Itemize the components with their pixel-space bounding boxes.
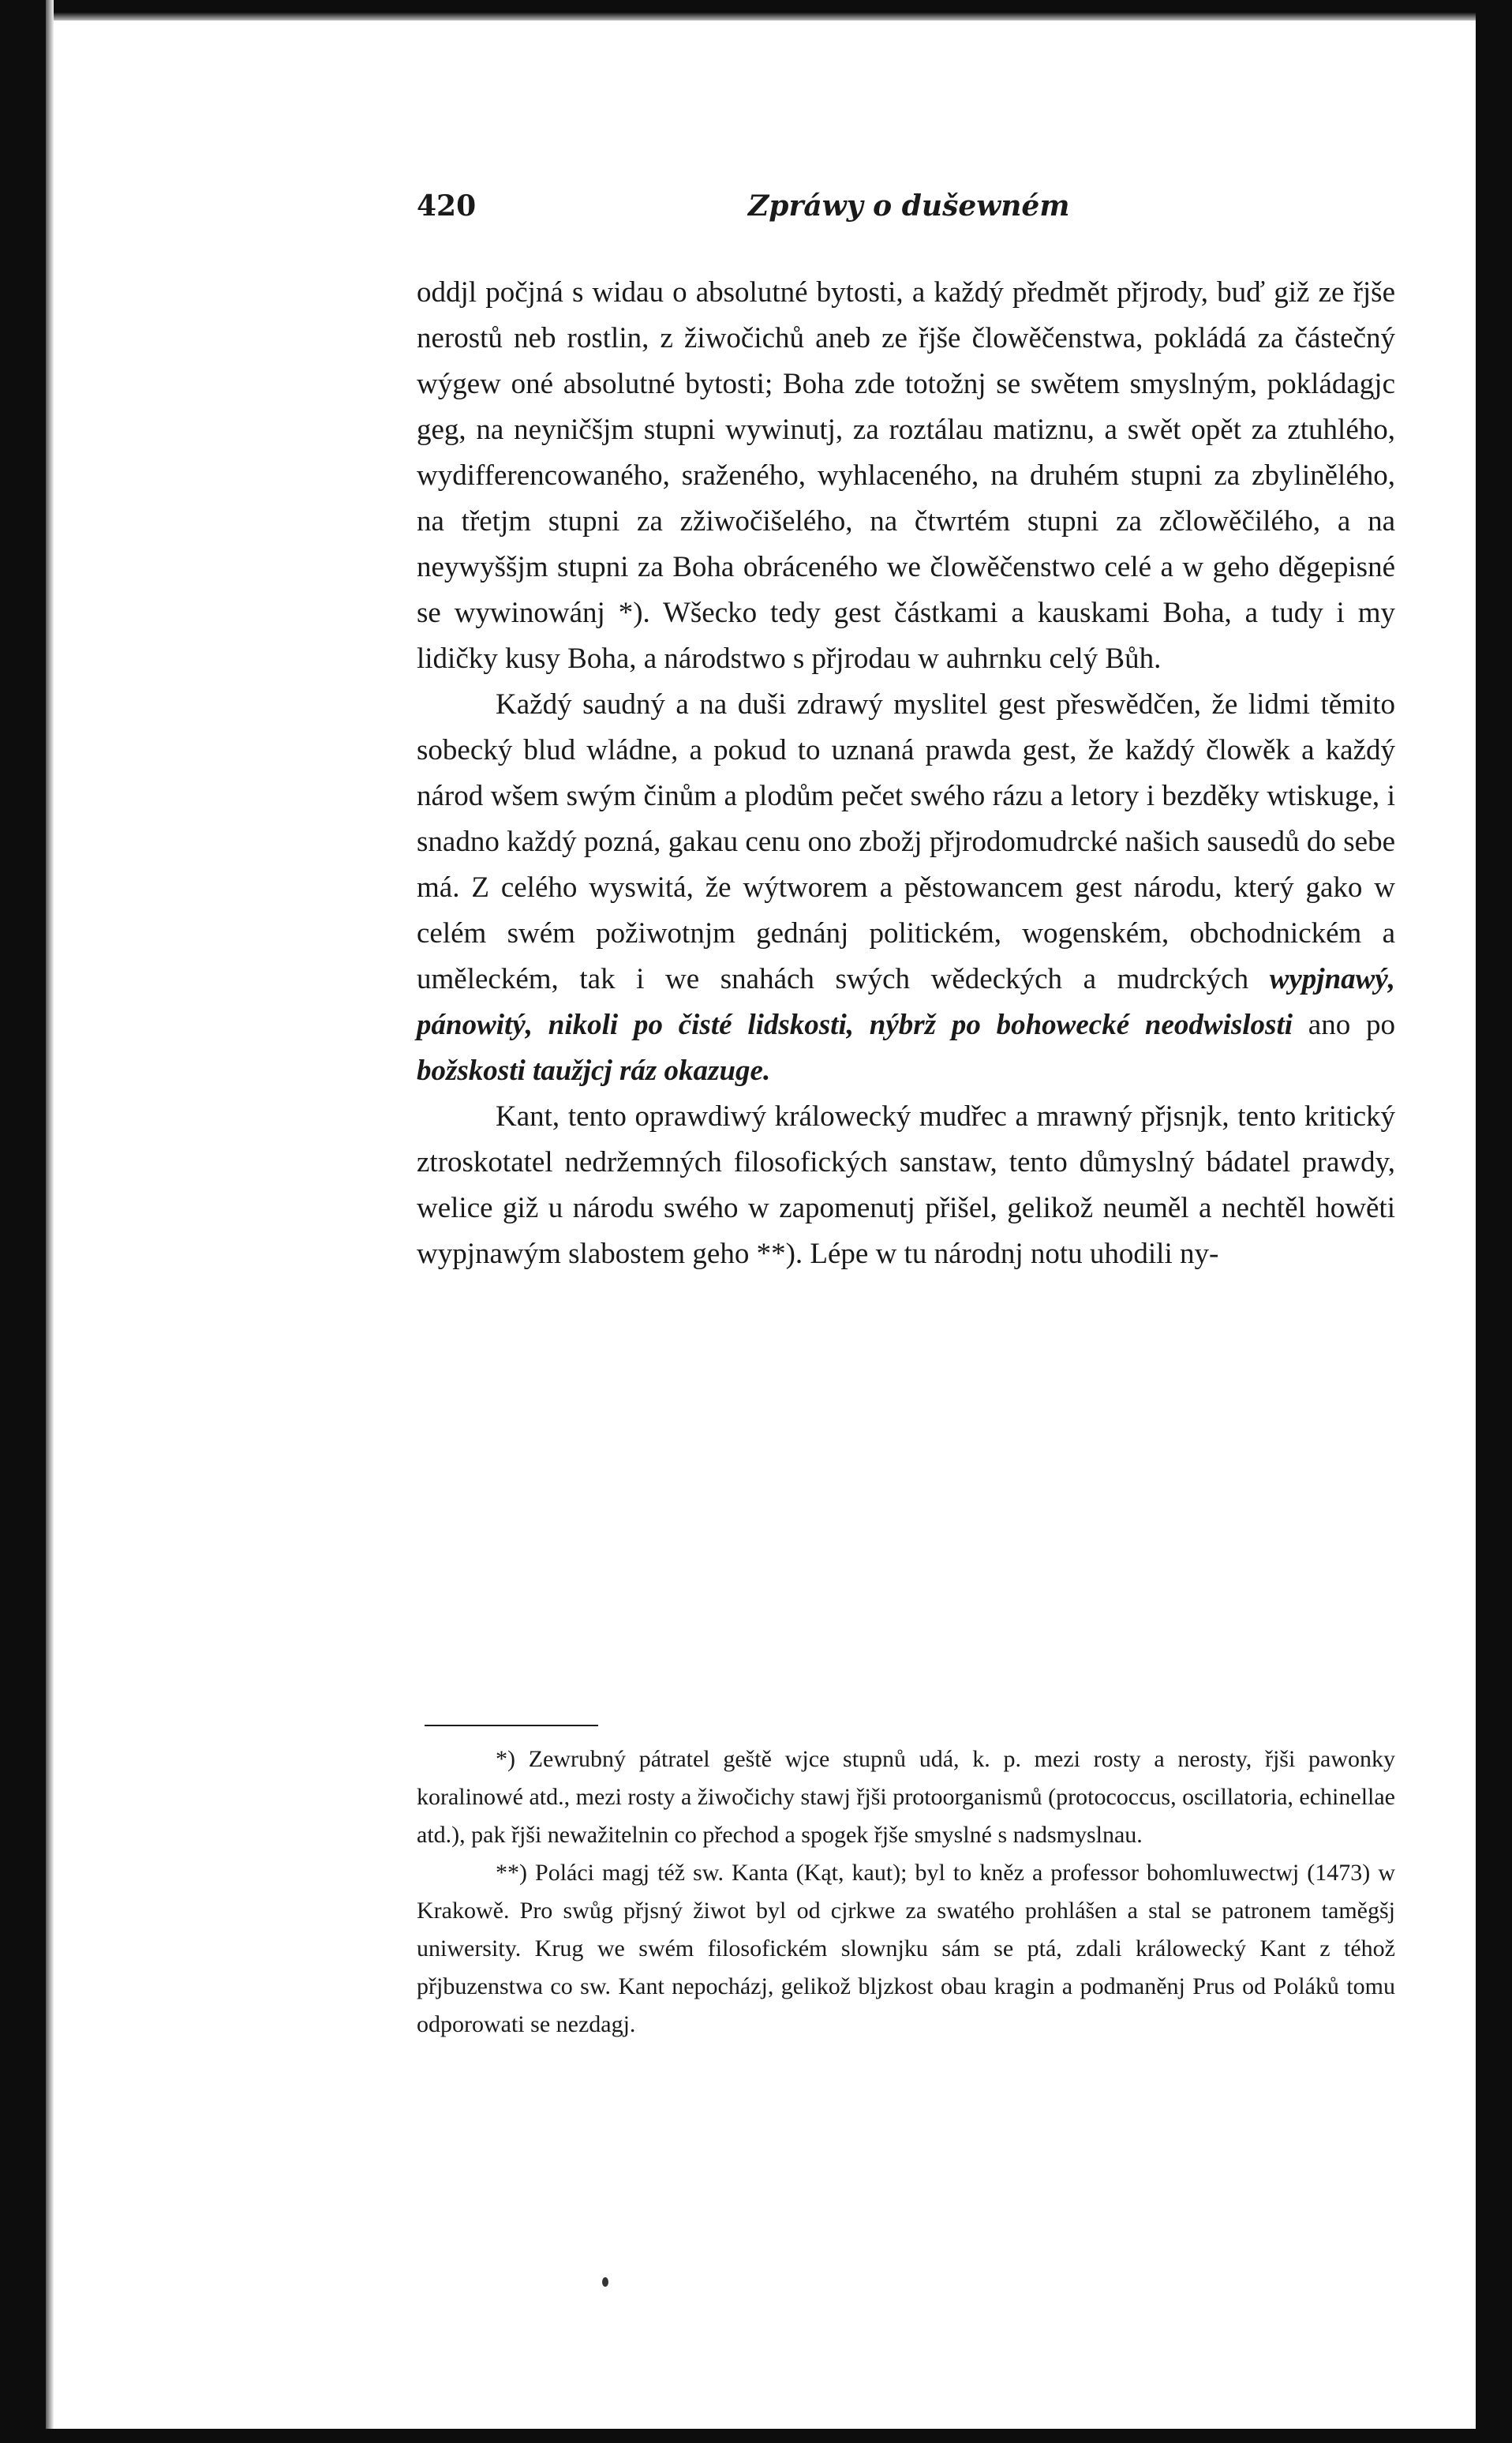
footnote-2: **) Poláci magj též sw. Kanta (Kąt, kaut); byl to kněz a professor bohomluwectwj (1473) w Krakowě. Pro swůg přjsný žiwot byl od cjrkwe za swatého prohlášen a stal se patronem taměgšj uniwersity. Krug we swém filosofickém slownjku sám se ptá, zdali králowecký Kant z téhož přjbuzenstwa co sw. Kant nepocházj, gelikož bljzkost obau kragin a podmaněnj Prus od Poláků tomu odporowati se nezdagj. xyxy=(417,1860,1395,2037)
scan-border-left xyxy=(0,0,46,2443)
ink-speck xyxy=(602,2277,608,2287)
scan-border-bottom xyxy=(0,2429,1512,2443)
page-number: 420 xyxy=(417,189,477,223)
paragraph-2-emphasis-1: wypjnawý, pánowitý, nikoli po čisté lidskosti, nýbrž po bohowecké neodwislosti xyxy=(417,963,1396,1041)
running-head: Zpráwy o dušewném xyxy=(748,189,1070,223)
paragraph-2 xyxy=(417,682,1395,1094)
paragraph-2-connector: ano po xyxy=(1308,1009,1395,1041)
footnote-1: *) Zewrubný pátratel geště wjce stupnů udá, k. p. mezi rosty a nerosty, řjši pawonky koralinowé atd., mezi rosty a žiwočichy stawj řjši protoorganismů (protococcus, oscillatoria, echinellae atd.), pak řjši newažitelnin co přechod a spogek řjše smyslné s nadsmyslnau. xyxy=(417,1746,1395,1848)
paragraph-1: oddjl počjná s widau o absolutné bytosti, a každý předmět přjrody, buď giž ze řjše nerostů neb rostlin, z žiwočichů aneb ze řjše člowěčenstwa, pokládá za částečný wýgew oné absolutné bytosti; Boha zde totožnj se swětem smyslným, pokládagjc geg, na neyničšjm stupni wywinutj, za roztálau matiznu, a swět opět za ztuhlého, wydifferencowaného, sraženého, wyhlaceného, na druhém stupni za zbylinělého, na třetjm stupni za zžiwočišelého, na čtwrtém stupni za zčlowěčilého, a na neywyššjm stupni za Boha obráceného we člowěčenstwo celé a w geho děgepisné se wywinowánj *). Wšecko tedy gest částkami a kauskami Boha, a tudy i my lidičky kusy Boha, a národstwo s přjrodau w auhrnku celý Bůh. xyxy=(417,276,1395,675)
scan-border-top xyxy=(0,0,1512,21)
footnote-rule xyxy=(425,1725,598,1726)
scan-border-right xyxy=(1476,0,1512,2443)
paragraph-3: Kant, tento oprawdiwý králowecký mudřec a mrawný přjsnjk, tento kritický ztroskotatel nedržemných filosofických sanstaw, tento důmyslný bádatel prawdy, welice giž u národu swého w zapomenutj přišel, gelikož neuměl a nechtěl howěti wypjnawým slabostem geho **). Lépe w tu národnj notu uhodili ny- xyxy=(417,1100,1395,1270)
page-header xyxy=(417,182,1395,237)
footnotes xyxy=(417,1740,1395,2044)
paragraph-2-emphasis-2: božskosti taužjcj ráz okazuge. xyxy=(417,1055,771,1087)
main-text xyxy=(417,270,1395,1277)
scan-gutter-shadow xyxy=(46,0,54,2443)
book-page xyxy=(417,182,1396,2037)
paragraph-2-text: Každý saudný a na duši zdrawý myslitel gest přeswědčen, že lidmi těmito sobecký blud wládne, a pokud to uznaná prawda gest, že každý člowěk a každý národ wšem swým činům a plodům pečet swého rázu a letory i bezděky wtiskuge, i snadno každý pozná, gakau cenu ono zbožj přjrodomudrcké našich sausedů do sebe má. Z celého wyswitá, že wýtworem a pěstowancem gest národu, který gako w celém swém požiwotnjm gednánj politickém, wogenském, obchodnickém a uměleckém, tak i we snahách swých wědeckých a mudrckých xyxy=(417,688,1395,995)
